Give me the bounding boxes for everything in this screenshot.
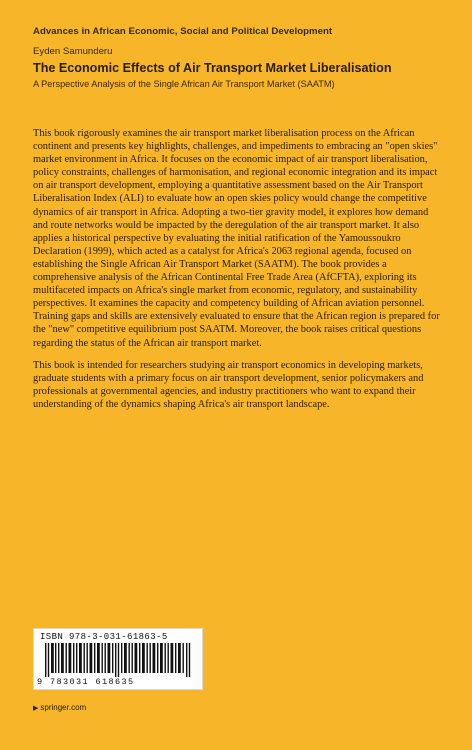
isbn-barcode: [33, 628, 203, 690]
cover-header: [33, 26, 443, 89]
blurb-paragraph-2: This book is intended for researchers studying air transport economics in developing markets, graduate students with a primary focus on air transport development, senior policymakers and professionals at governmental agencies, and industry practitioners who want to expand their understanding of the dynamics shaping Africa's air transport landscape.: [33, 359, 424, 410]
barcode-digits: 9 783031 618635: [37, 677, 135, 687]
isbn-label: ISBN 978-3-031-61863-5: [40, 632, 168, 642]
book-subtitle: A Perspective Analysis of the Single African Air Transport Market (SAATM): [33, 79, 335, 89]
blurb-paragraph-1: This book rigorously examines the air transport market liberalisation process on the African continent and presents key highlights, challenges, and impediments to embracing an "open skies" market environment in Africa. It focuses on the economic impact of air transport liberalisation, policy constraints, challenges of harmonisation, and regional economic integration and its impact on air transport development, employing a quantitative assessment based on the Air Transport Liberalisation Index (ALI) to evaluate how an open skies policy would change the competitive dynamics of air transport in Africa. Adopting a two-tier gravity model, it explores how demand and route networks would be impacted by the deregulation of the air transport market. It also applies a historical perspective by evaluating the initial ratification of the Yamoussoukro Declaration (1999), which acted as a catalyst for Africa's 2063 regional agenda, focused on establishing the Single African Air Transport Market (SAATM). The book provides a comprehensive analysis of the African Continental Free Trade Area (AfCFTA), exploring its multifaceted impacts on Africa's single market from economic, regulatory, and sustainability perspectives. It examines the capacity and competency building of African aviation personnel. Training gaps and skills are extensively evaluated to ensure that the African region is prepared for the "new" competitive equilibrium post SAATM. Moreover, the book raises critical questions regarding the status of the African air transport market.: [33, 128, 440, 349]
book-title: The Economic Effects of Air Transport Market Liberalisation: [33, 61, 392, 75]
series-title: Advances in African Economic, Social and Political Development: [33, 26, 333, 37]
publisher-link[interactable]: [33, 703, 86, 712]
author-name: Eyden Samunderu: [33, 46, 113, 57]
publisher-url: springer.com: [40, 703, 87, 712]
barcode-icon: [45, 643, 193, 677]
blurb: [33, 127, 440, 420]
triangle-right-icon: ▶: [33, 705, 39, 712]
